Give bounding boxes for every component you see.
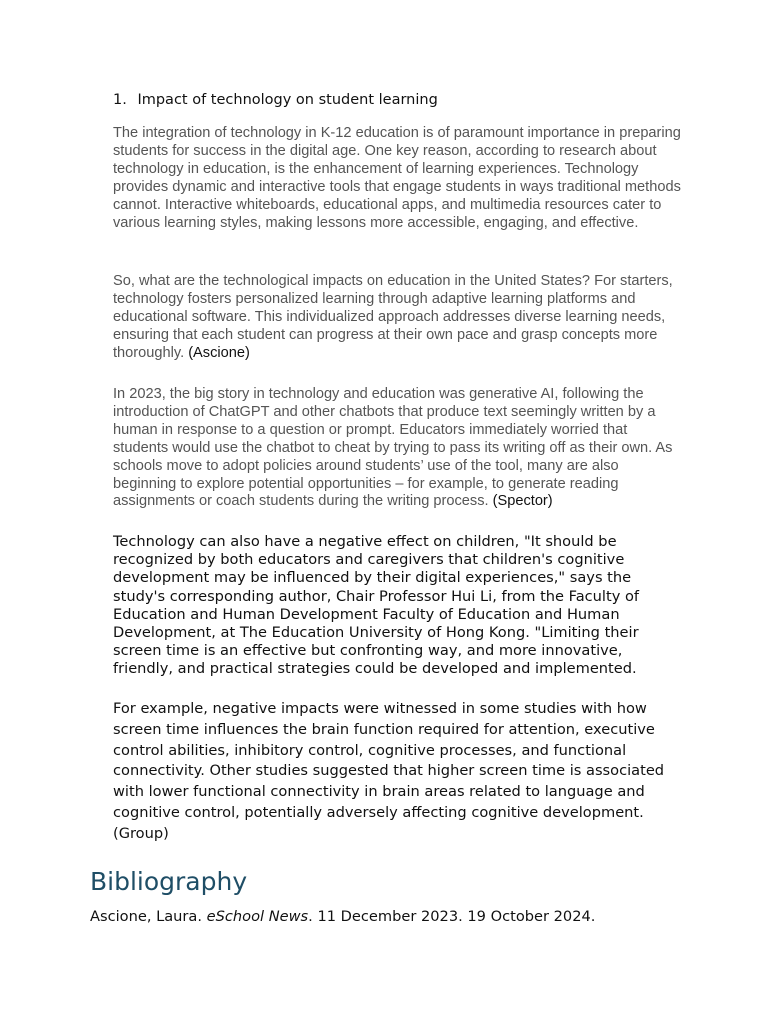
paragraph-3-text: In 2023, the big story in technology and education was generative AI, following the introduction of ChatGPT and other chatbots that produce text seemingly written by a human in response to a question or prompt. Educators immediately worried that students would use the chatbot to cheat by trying to pass its writing off as their own. As schools move to adopt policies around students’ use of the tool, many are also beginning to explore potential opportunities – for example, to generate reading assignments or coach students during the writing process. (113, 386, 673, 510)
paragraph-1 (113, 125, 683, 232)
bibliography-title: Bibliography (90, 867, 248, 896)
entry-source: eSchool News (206, 908, 309, 925)
citation-spector: (Spector) (492, 493, 553, 510)
paragraph-5 (113, 699, 683, 845)
citation-ascione: (Ascione) (188, 344, 250, 361)
paragraph-1-text: The integration of technology in K-12 education is of paramount importance in preparing students for success in the digital age. One key reason, according to research about technology in education, is the enhancement of learning experiences. Technology provides dynamic and interactive tools that engage students in ways traditional methods cannot. Interactive whiteboards, educational apps, and multimedia resources cater to various learning styles, making lessons more accessible, engaging, and effective. (113, 125, 681, 231)
paragraph-2-text: So, what are the technological impacts on education in the United States? For starters, technology fosters personalized learning through adaptive learning platforms and educational software. This individualized approach addresses diverse learning needs, ensuring that each student can progress at their own pace and grasp concepts more thoroughly. (113, 273, 673, 361)
entry-author: Ascione, Laura. (90, 908, 203, 925)
section-title: Impact of technology on student learning (137, 92, 438, 108)
section-heading (113, 92, 438, 108)
section-number: 1. (113, 92, 127, 108)
paragraph-5-text: For example, negative impacts were witnessed in some studies with how screen time influences the brain function required for attention, executive control abilities, inhibitory control, cognitive processes, and functional connectivity. Other studies suggested that higher screen time is associated with lower functional connectivity in brain areas related to language and cognitive control, potentially adversely affecting cognitive development. (Group) (113, 700, 665, 842)
entry-dates: . 11 December 2023. 19 October 2024. (308, 908, 596, 925)
bibliography-entry (90, 908, 595, 925)
paragraph-4-text: Technology can also have a negative effect on children, "It should be recognized by both educators and caregivers that children's cognitive development may be influenced by their digital experiences," says the study's corresponding author, Chair Professor Hui Li, from the Faculty of Education and Human Development Faculty of Education and Human Development, at The Education University of Hong Kong. "Limiting their screen time is an effective but confronting way, and more innovative, friendly, and practical strategies could be developed and implemented. (113, 533, 640, 678)
paragraph-2 (113, 273, 683, 363)
paragraph-4 (113, 533, 683, 679)
paragraph-3 (113, 386, 683, 511)
